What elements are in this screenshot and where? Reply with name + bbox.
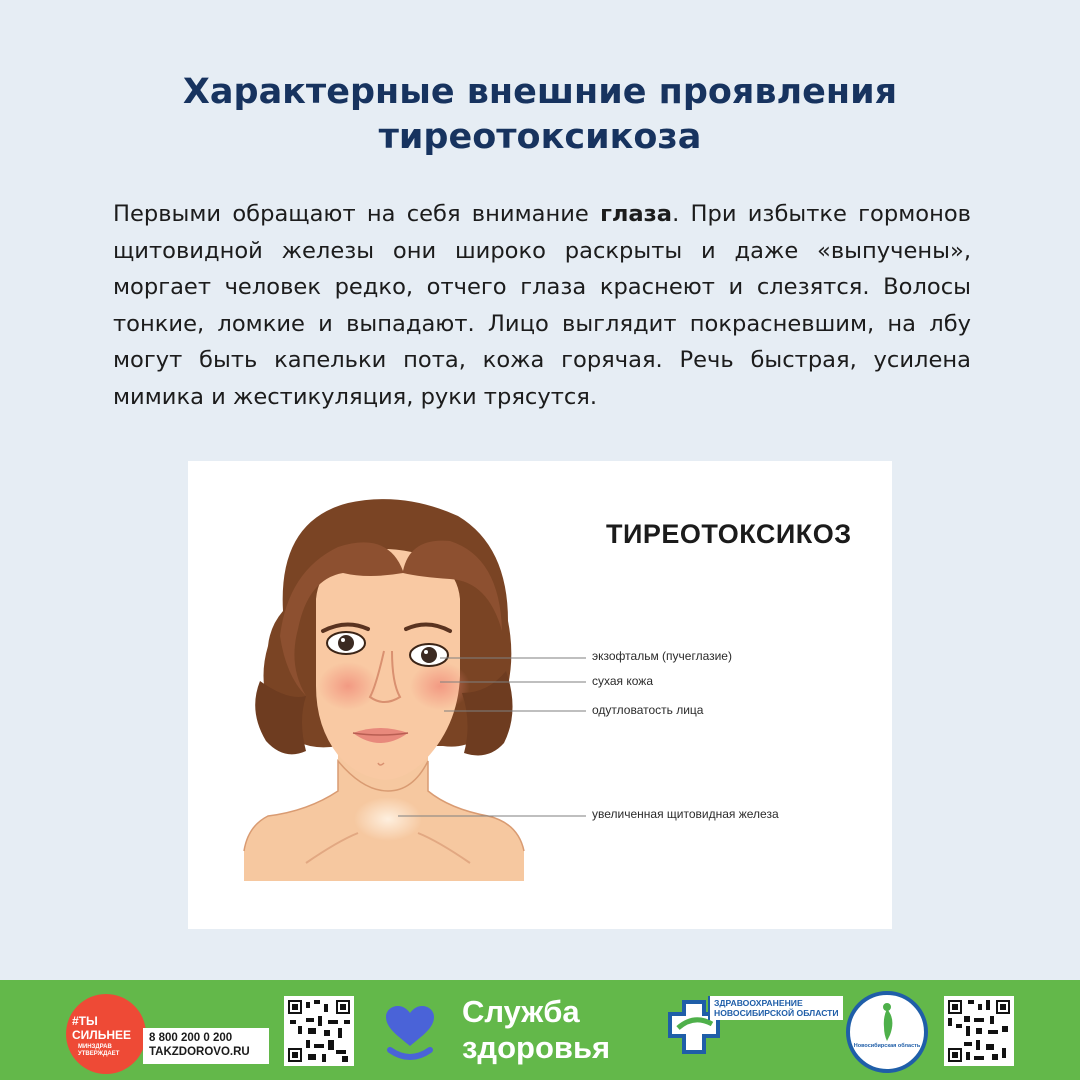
regional-center-logo[interactable] (846, 991, 928, 1073)
label-dry-skin: сухая кожа (592, 674, 653, 688)
body-paragraph (113, 196, 971, 415)
label-enlarged-thyroid: увеличенная щитовидная железа (592, 807, 779, 821)
page-title (0, 70, 1080, 160)
qr-code-right[interactable] (944, 996, 1014, 1066)
heart-logo-icon (378, 1000, 442, 1064)
footer-bar (0, 980, 1080, 1080)
healthcare-line-2: НОВОСИБИРСКОЙ ОБЛАСТИ (714, 1008, 839, 1018)
page-title-line-1: Характерные внешние проявления (182, 72, 898, 112)
paragraph-text-rest: . При избытке гормонов щитовидной железы они широко раскрыты и даже «выпучены», моргает человек редко, отчего глаза краснеют и слезятся. Волосы тонкие, ломкие и выпадают. Лицо выглядит покрасневшим, на лбу могут быть капельки пота, кожа горячая. Речь быстрая, усилена мимика и жестикуляция, руки трясутся. (113, 201, 971, 410)
center-logo-text: Новосибирская область (853, 1043, 921, 1049)
badge-word: СИЛЬНЕЕ (72, 1028, 132, 1042)
healthcare-logo-text (708, 996, 843, 1020)
qr-pattern-left (288, 1000, 350, 1062)
paragraph-bold-word: глаза (600, 201, 673, 227)
healthcare-line-1: ЗДРАВООХРАНЕНИЕ (714, 998, 803, 1008)
service-brand (462, 994, 610, 1066)
qr-pattern-right (948, 1000, 1010, 1062)
leaf-emblem-icon (850, 995, 924, 1069)
hotline-phone: 8 800 200 0 200 (149, 1032, 233, 1044)
qr-code-left[interactable] (284, 996, 354, 1066)
hotline-box[interactable] (143, 1028, 269, 1064)
campaign-badge[interactable] (66, 994, 146, 1074)
badge-hash: #ТЫ (72, 1014, 98, 1028)
badge-small-text: МИНЗДРАВ УТВЕРЖДАЕТ (78, 1044, 120, 1057)
label-exophthalmos: экзофтальм (пучеглазие) (592, 649, 732, 663)
brand-line-1: Служба (462, 994, 580, 1029)
illustration-title: ТИРЕОТОКСИКОЗ (606, 519, 852, 549)
hotline-site: TAKZDOROVO.RU (149, 1046, 250, 1058)
page-title-line-2: тиреотоксикоза (378, 117, 702, 157)
paragraph-text-start: Первыми обращают на себя внимание (113, 201, 601, 227)
label-facial-puffiness: одутловатость лица (592, 703, 704, 717)
brand-line-2: здоровья (462, 1030, 611, 1065)
thyrotoxicosis-illustration (188, 461, 892, 929)
